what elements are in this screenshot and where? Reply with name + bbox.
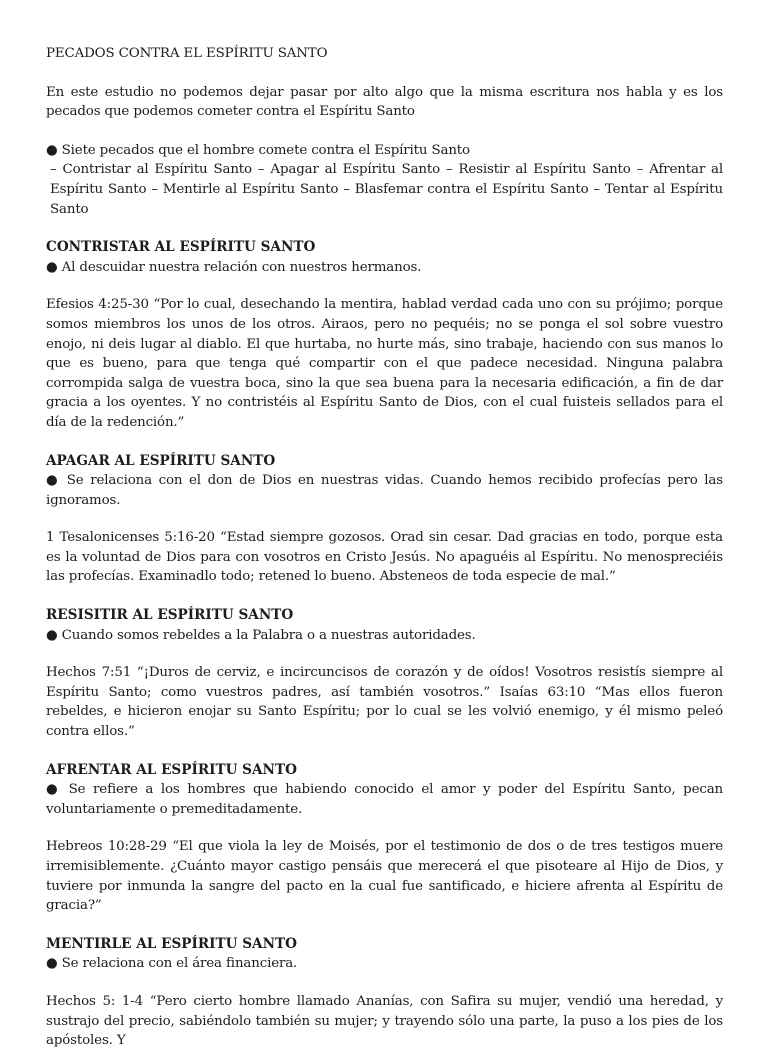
seven-sins-bullet: ● Siete pecados que el hombre comete contra el Espíritu Santo xyxy=(46,142,470,158)
section-heading: CONTRISTAR AL ESPÍRITU SANTO xyxy=(46,239,316,256)
section-mentirle xyxy=(46,935,723,1051)
section-resistir xyxy=(46,606,723,742)
section-verse: 1 Tesalonicenses 5:16-20 “Estad siempre gozosos. Orad sin cesar. Dad gracias en todo, porque esta es la voluntad de Dios para con vosotros en Cristo Jesús. No apaguéis al Espíritu. No menospreciéis las profecías. Examinadlo todo; retened lo bueno. Absteneos de toda especie de mal.” xyxy=(46,530,723,585)
section-apagar xyxy=(46,452,723,588)
section-heading: MENTIRLE AL ESPÍRITU SANTO xyxy=(46,935,297,952)
section-heading: RESISITIR AL ESPÍRITU SANTO xyxy=(46,607,294,624)
section-verse: Efesios 4:25-30 “Por lo cual, desechando la mentira, hablad verdad cada uno con su prójimo; porque somos miembros los unos de los otros. Airaos, pero no pequéis; no se ponga el sol sobre vuestro enojo, ni deis lugar al diablo. El que hurtaba, no hurte más, sino trabaje, haciendo con sus manos lo que es bueno, para que tenga qué compartir con el que padece necesidad. Ninguna palabra corrompida salga de vuestra boca, sino la que sea buena para la necesaria edificación, a fin de dar gracia a los oyentes. Y no contristéis al Espíritu Santo de Dios, con el cual fuisteis sellados para el día de la redención.” xyxy=(46,297,723,430)
section-bullet: ● Al descuidar nuestra relación con nuestros hermanos. xyxy=(46,259,422,275)
section-bullet: ● Se relaciona con el don de Dios en nuestras vidas. Cuando hemos recibido profecías pero las ignoramos. xyxy=(46,473,723,508)
section-verse: Hechos 7:51 “¡Duros de cerviz, e incircuncisos de corazón y de oídos! Vosotros resistís siempre al Espíritu Santo; como vuestros padres, así también vosotros.” Isaías 63:10 “Mas ellos fueron rebeldes, e hicieron enojar su Santo Espíritu; por lo cual se les volvió enemigo, y él mismo peleó contra ellos.” xyxy=(46,665,723,740)
document-title: PECADOS CONTRA EL ESPÍRITU SANTO xyxy=(46,46,328,61)
section-bullet: ● Se relaciona con el área financiera. xyxy=(46,956,298,972)
section-bullet: ● Se refiere a los hombres que habiendo conocido el amor y poder del Espíritu Santo, pecan voluntariamente o premeditadamente. xyxy=(46,782,723,817)
section-heading: AFRENTAR AL ESPÍRITU SANTO xyxy=(46,761,297,778)
section-verse: Hechos 5: 1-4 “Pero cierto hombre llamado Ananías, con Safira su mujer, vendió una heredad, y sustrajo del precio, sabiéndolo también su mujer; y trayendo sólo una parte, la puso a los pies de los apóstoles. Y xyxy=(46,993,723,1049)
document-page xyxy=(46,44,723,1051)
seven-sins-list: – Contristar al Espíritu Santo – Apagar al Espíritu Santo – Resistir al Espíritu Santo – Afrentar al Espíritu Santo – Mentirle al Espíritu Santo – Blasfemar contra el Espíritu Santo – Tentar al Espíritu Santo xyxy=(50,162,723,217)
section-bullet: ● Cuando somos rebeldes a la Palabra o a nuestras autoridades. xyxy=(46,627,476,643)
section-afrentar xyxy=(46,761,723,916)
intro-paragraph: En este estudio no podemos dejar pasar por alto algo que la misma escritura nos habla y es los pecados que podemos cometer contra el Espíritu Santo xyxy=(46,84,723,120)
section-contristar xyxy=(46,238,723,432)
section-heading: APAGAR AL ESPÍRITU SANTO xyxy=(46,452,276,469)
section-verse: Hebreos 10:28-29 “El que viola la ley de Moisés, por el testimonio de dos o de tres testigos muere irremisiblemente. ¿Cuánto mayor castigo pensáis que merecerá el que pisoteare al Hijo de Dios, y tuviere por inmunda la sangre del pacto en la cual fue santificado, e hiciere afrenta al Espíritu de gracia?” xyxy=(46,839,723,914)
